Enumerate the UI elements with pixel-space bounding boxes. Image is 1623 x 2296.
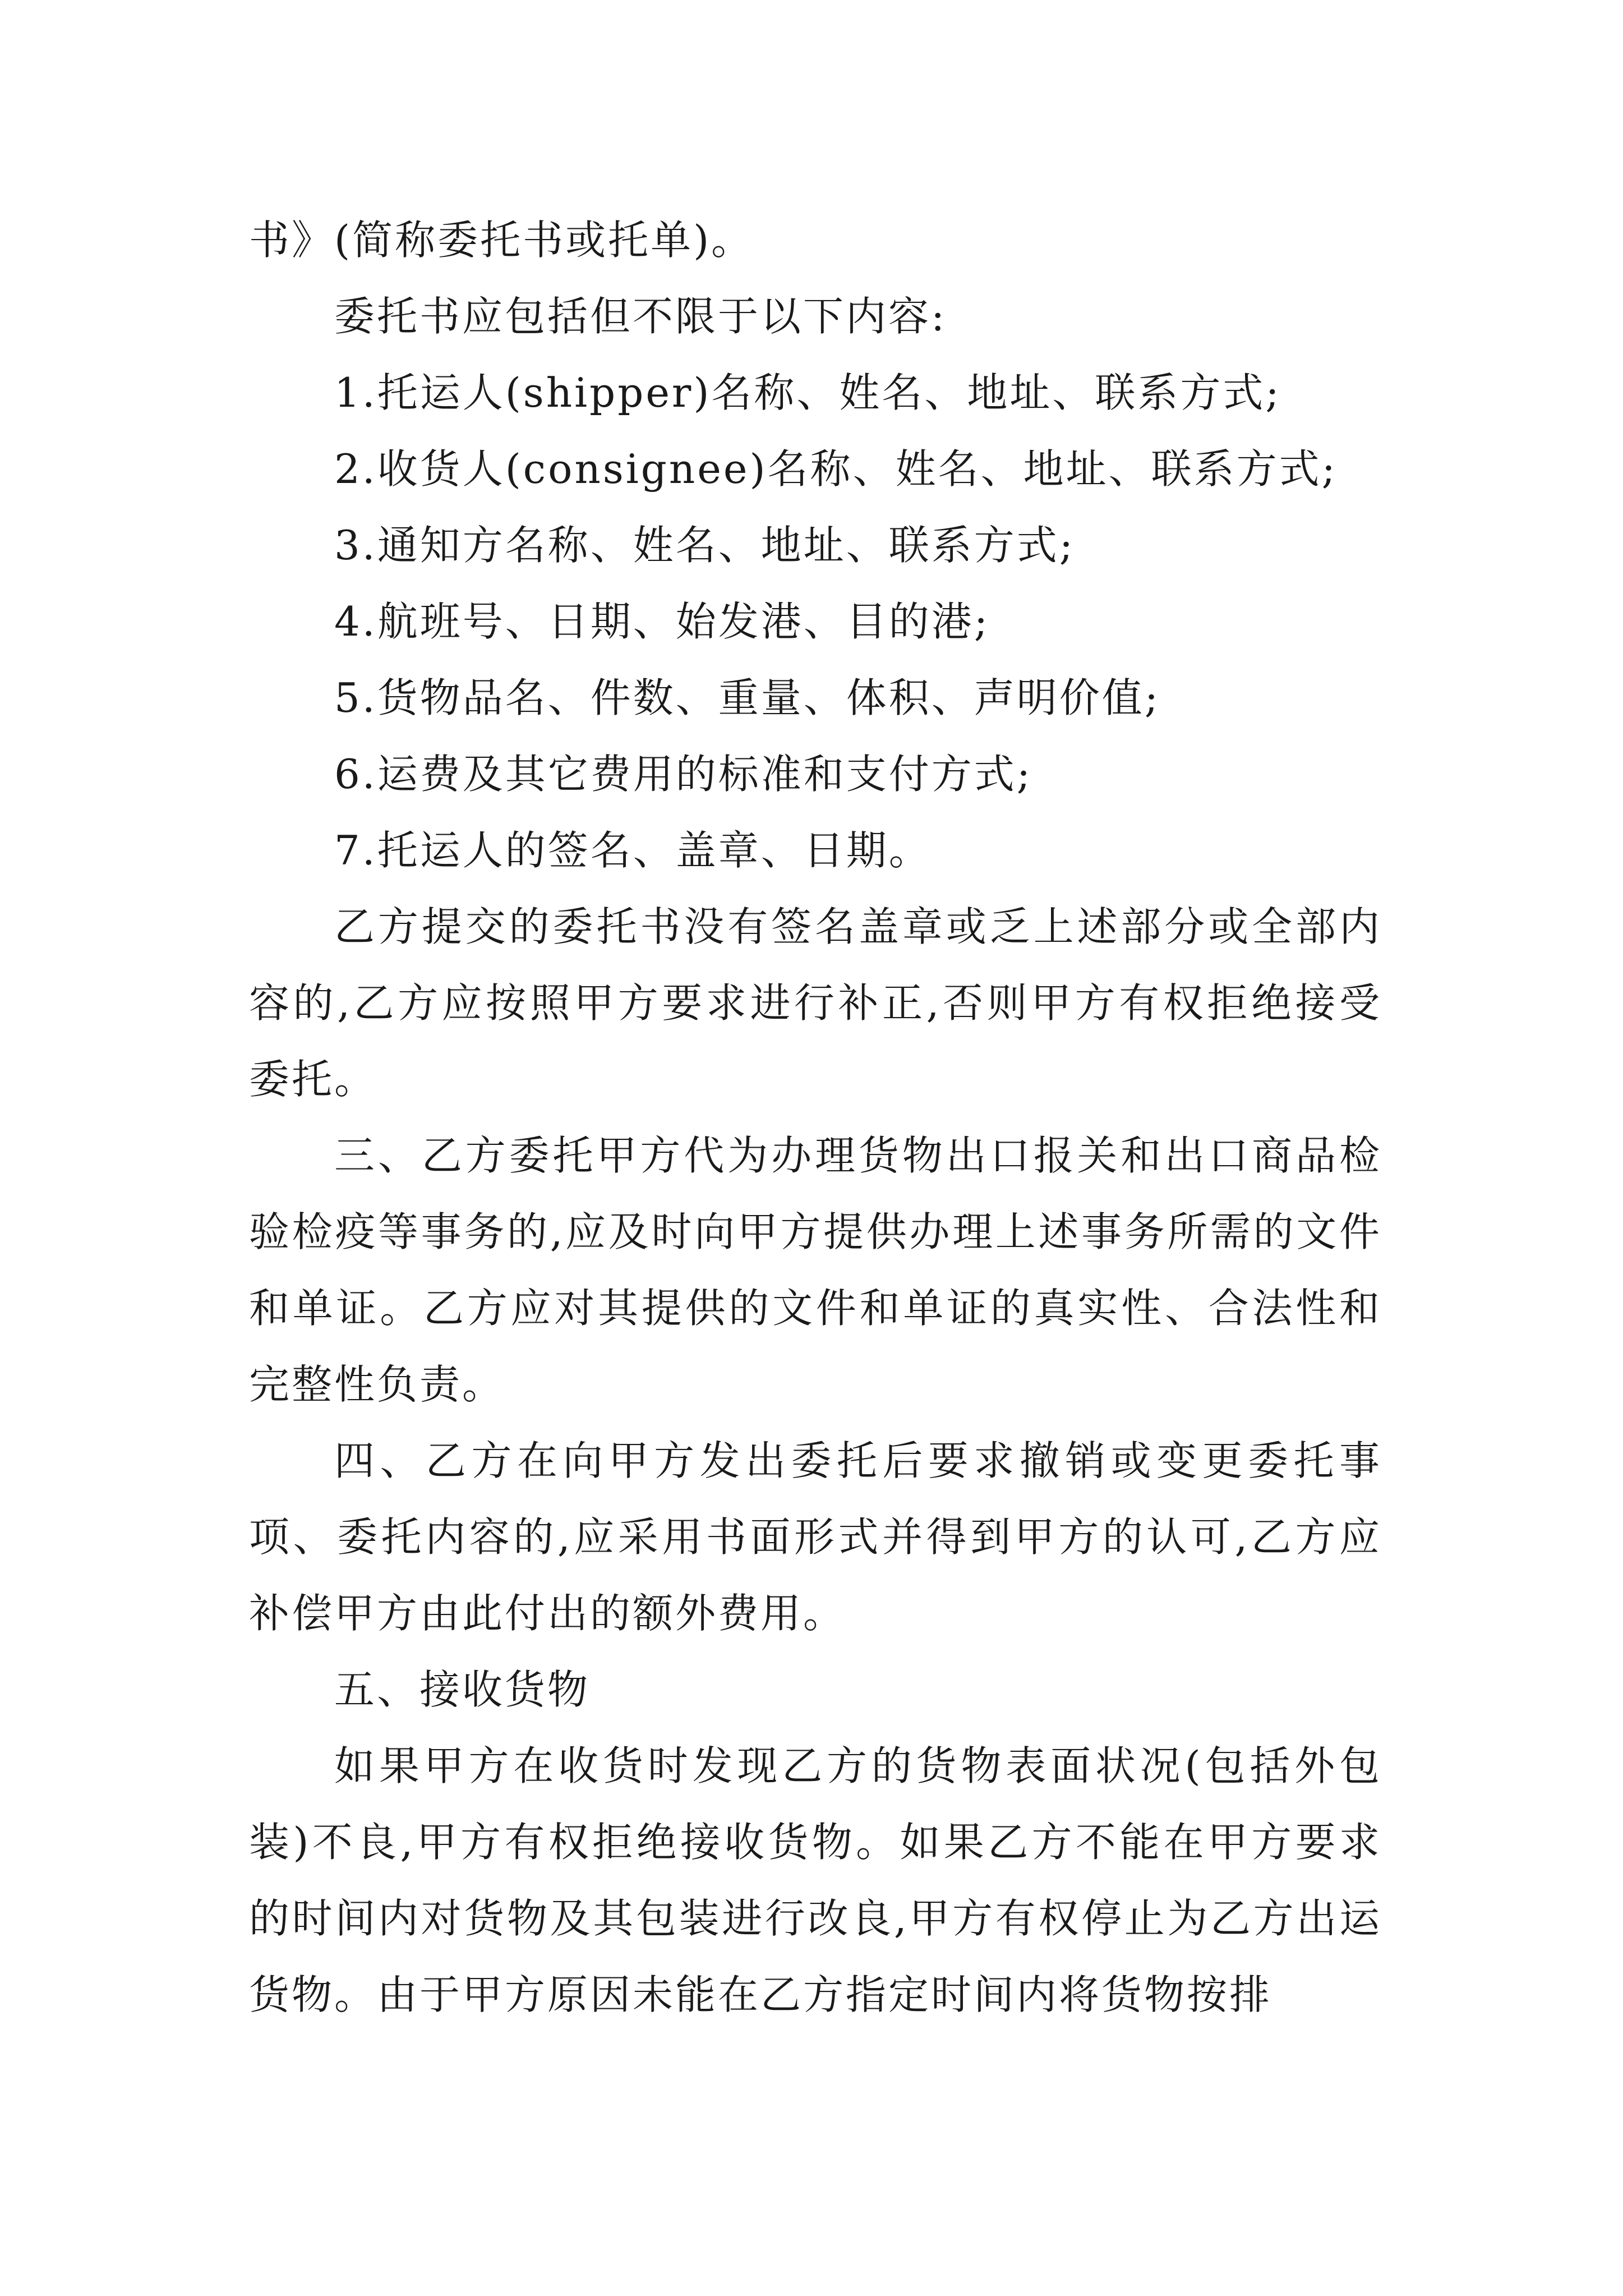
paragraph-correction: 乙方提交的委托书没有签名盖章或乏上述部分或全部内容的,乙方应按照甲方要求进行补正,否则甲方有权拒绝接受委托。 [249, 903, 1382, 1103]
document-body [249, 202, 1382, 2033]
section-3-paragraph: 三、乙方委托甲方代为办理货物出口报关和出口商品检验检疫等事务的,应及时向甲方提供办理上述事务所需的文件和单证。乙方应对其提供的文件和单证的真实性、合法性和完整性负责。 [249, 1132, 1382, 1408]
list-item-1: 1.托运人(shipper)名称、姓名、地址、联系方式; [334, 369, 1281, 416]
list-item-3: 3.通知方名称、姓名、地址、联系方式; [334, 522, 1075, 569]
list-item-7: 7.托运人的签名、盖章、日期。 [334, 827, 932, 874]
list-item-6: 6.运费及其它费用的标准和支付方式; [334, 751, 1032, 798]
section-5-paragraph: 如果甲方在收货时发现乙方的货物表面状况(包括外包装)不良,甲方有权拒绝接收货物。如果乙方不能在甲方要求的时间内对货物及其包装进行改良,甲方有权停止为乙方出运货物。由于甲方原因未能在乙方指定时间内将货物按排 [249, 1742, 1382, 2018]
list-item-4: 4.航班号、日期、始发港、目的港; [334, 598, 990, 645]
section-5-heading: 五、接收货物 [334, 1666, 591, 1713]
list-item-2: 2.收货人(consignee)名称、姓名、地址、联系方式; [334, 445, 1338, 493]
list-item-5: 5.货物品名、件数、重量、体积、声明价值; [334, 674, 1160, 721]
paragraph-1: 书》(简称委托书或托单)。 [249, 217, 754, 264]
section-4-paragraph: 四、乙方在向甲方发出委托后要求撤销或变更委托事项、委托内容的,应采用书面形式并得到甲方的认可,乙方应补偿甲方由此付出的额外费用。 [249, 1437, 1382, 1637]
paragraph-2: 委托书应包括但不限于以下内容: [334, 293, 947, 340]
